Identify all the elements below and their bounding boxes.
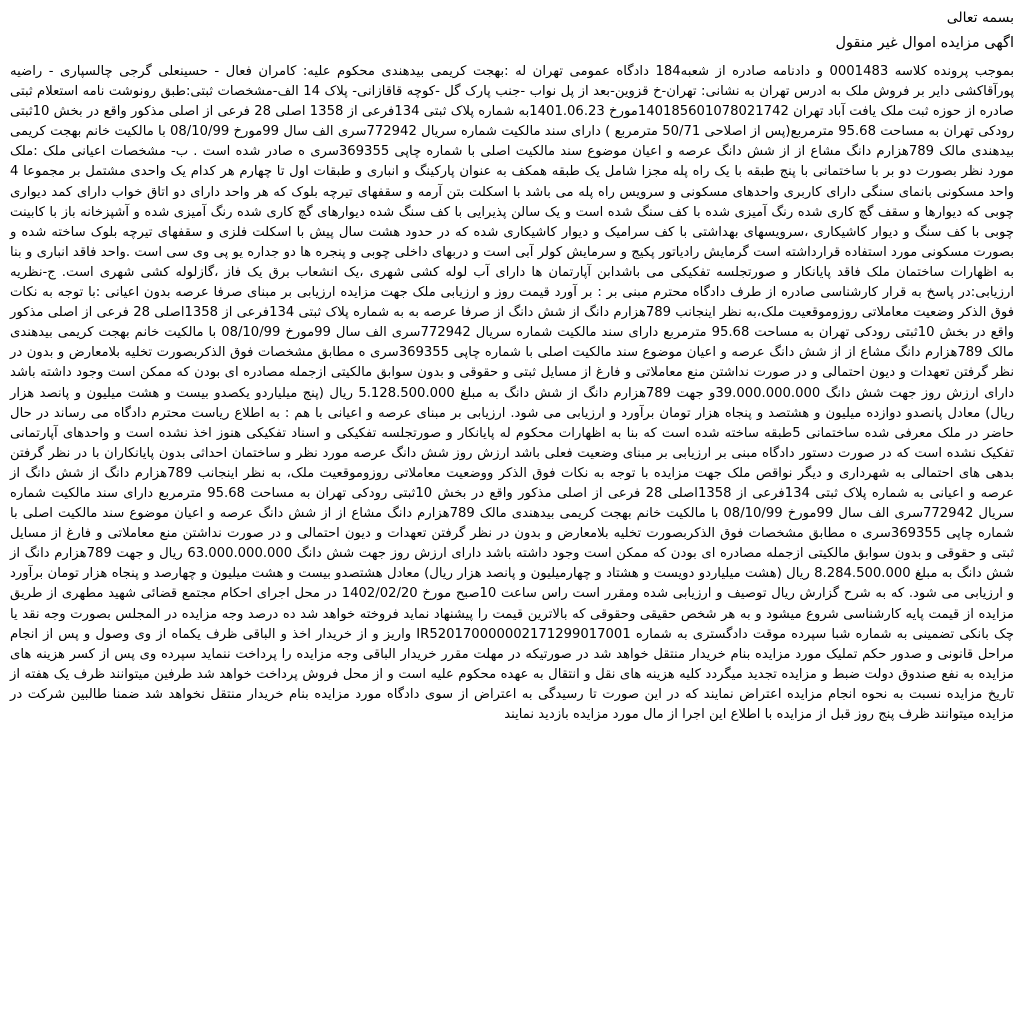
document-title: اگهی مزایده اموال غیر منقول — [835, 35, 1014, 51]
document-body: بموجب پرونده کلاسه 0001483 و دادنامه صادره از شعبه184 دادگاه عمومی تهران له :بهجت کریمی بیدهندی محکوم علیه: کامران فعال - حسینعلی گرجی چالسپاری - راضیه پورآقاکشی دایر بر فروش ملک به ادرس تهران به نشانی: تهران-خ قزوین-بعد از پل نواب -جنب پارک گل -کوچه قاقازانی- پلاک 14 الف-مشخصات ثبتی:طبق رونوشت نامه استعلام ثبتی صادره از حوزه ثبت ملک یافت آباد تهران 140185601078021742مورخ 1401.06.23به شماره پلاک ثبتی 134فرعی از 1358 اصلی 28 فرعی از اصلی مذکور واقع در بخش 10ثبتی رودکی تهران به مساحت 95.68 مترمربع(پس از اصلاحی 50/71 مترمربع ) دارای سند مالکیت شماره سریال 772942سری الف سال 99مورخ 08/10/99 با مالکیت خانم بهجت کریمی بیدهندی مالک 789هزارم دانگ مشاع از از شش دانگ عرصه و اعیان موضوع سند مالکیت اصلی با شماره چاپی 369355سری ه صادر شده است . ب- مشخصات اعیانی ملک :ملک مورد نظر بصورت دو بر با ساختمانی با پنج طبقه با یک راه پله مجزا شامل یک طبقه همکف به عنوان پارکینگ و انباری و طبقات اول تا چهارم هر کدام یک واحدی مشتمل بر مجموعا 4 واحد مسکونی بانمای سنگی دارای کاربری واحدهای مسکونی و سرویس راه پله می باشد با اسکلت بتن آرمه و سقفهای تیرچه بلوک که هر واحد دارای دو اتاق خواب دارای کمد دیواری چوبی که دیوارها و سقف گچ کاری شده رنگ آمیزی شده با کف سنگ شده است و یک سالن پذیرایی با کف سنگ شده دیوارهای گچ کاری شده رنگ آمیزی شده و آشپزخانه باز با کابینت چوبی با کف سنگ و دیوار کاشیکاری ،سرویسهای بهداشتی با کف سرامیک و دیوار کاشیکاری شده که در حدود هشت سال پیش با اسکلت فلزی و سقفهای تیرچه بلوک ساخته شده و بصورت مسکونی مورد استفاده قرارداشته است گرمایش رادیاتور پکیج و سرمایش کولر آبی است و دربهای داخلی چوبی و پنجره ها دو جداره یو پی وی سی است .واحد فاقد انباری و بنا به اظهارات ساختمان ملک فاقد پایانکار و صورتجلسه تفکیکی می باشدابن آپارتمان ها دارای آب لوله کشی شهری ،یک انشعاب برق یک فاز ،گازلوله کشی شهری است. ج-نظریه ارزیابی:در پاسخ به قرار کارشناسی صادره از طرف دادگاه محترم مبنی بر : بر آورد قیمت روز و ارزیابی ملک جهت مزایده ارزیابی بر مبنای صرفا عرصه بدون اعیانی :با توجه به نکات فوق الذکر وضعیت معاملاتی روزوموقعیت ملک،به نظر اینجانب 789هزارم دانگ از شش دانگ از صرفا عرصه به به شماره پلاک ثبتی 134فرعی از 1358اصلی 28 فرعی از اصلی مذکور واقع در بخش 10ثبتی رودکی تهران به مساحت 95.68 مترمربع دارای سند مالکیت شماره سریال 772942سری الف سال 99مورخ 08/10/99 با مالکیت خانم بهجت کریمی بیدهندی مالک 789هزارم دانگ مشاع از از شش دانگ عرصه و اعیان موضوع سند مالکیت اصلی با شماره چاپی 369355سری ه مطابق مشخصات فوق الذکربصورت تخلیه بلامعارض و بدون در نظر گرفتن تعهدات و دیون احتمالی و در صورت نداشتن منع معاملاتی و فارغ از مسایل ثبتی و حقوقی و بدون سوابق مالکیتی ازجمله مصادره ای بودن که ممکن است وجود داشته باشد دارای ارزش روز جهت شش دانگ 39.000.000.000و جهت 789هزارم دانگ از شش دانگ به مبلغ 5.128.500.000 ریال (پنج میلیاردو یکصدو بیست و هشت میلیون و پانصد هزار ریال) معادل پانصدو دوازده میلیون و هشتصد و پنجاه هزار تومان برآورد و ارزیابی می شود. ارزیابی بر مبنای عرصه و اعیانی با هم : به اطلاع ریاست محترم دادگاه می رساند در حال حاضر در ملک معرفی شده ساختمانی 5طبقه ساخته شده است که بنا به اظهارات محکوم له پایانکار و صورتجلسه تفکیکی و اسناد تفکیکی هنوز اخذ نشده است و واحدهای آپارتمانی تفکیک نشده است که در صورت دستور دادگاه مبنی بر ارزیابی بر مبنای وضعیت فعلی باشد ارزش روز شش دانگ عرصه مورد نظر و ساختمان احداثی بدون پایانکاران با در نظر گرفتن بدهی های احتمالی به شهرداری و دیگر نواقص ملک جهت مزایده با توجه به نکات فوق الذکر ووضعیت معاملاتی روزوموقعیت ملک، به نظر اینجانب 789هزارم دانگ از شش دانگ از عرصه و اعیانی به شماره پلاک ثبتی 134فرعی از 1358اصلی 28 فرعی از اصلی مذکور واقع در بخش 10ثبتی رودکی تهران به مساحت 95.68 مترمربع دارای سند مالکیت شماره سریال 772942سری الف سال 99مورخ 08/10/99 با مالکیت خانم بهجت کریمی بیدهندی مالک 789هزارم دانگ مشاع از از شش دانگ عرصه و اعیان موضوع سند مالکیت اصلی با شماره چاپی 369355سری ه مطابق مشخصات فوق الذکربصورت تخلیه بلامعارض و بدون در نظر گرفتن تعهدات و دیون احتمالی و در صورت نداشتن منع معاملاتی و فارغ از مسایل ثبتی و حقوقی و بدون سوابق مالکیتی ازجمله مصادره ای بودن که ممکن است وجود داشته باشد دارای ارزش روز جهت شش دانگ 63.000.000.000 ریال و جهت 789هزارم دانگ از شش دانگ به مبلغ 8.284.500.000 ریال (هشت میلیاردو دویست و هشتاد و چهارمیلیون و پانصد هزار ریال) معادل هشتصدو بیست و هشت میلیون و چهارصد و پنجاه هزار تومان برآورد و ارزیابی می شود. که به شرح گزارش ریال توصیف و ارزیابی شده ومقرر است راس ساعت 10صبح مورخ 1402/02/20 در محل اجرای احکام مجتمع قضائی شهید مطهری از طریق مزایده از قیمت پایه کارشناسی شروع میشود و به هر شخص حقیقی وحقوقی که بالاترین قیمت را پیشنهاد نماید فروخته خواهد شد ده درصد وجه مزایده در المجلس بصورت وجه نقد یا چک بانکی تضمینی به شماره شبا سپرده موقت دادگستری به شماره IR520170000002171299017001 واریز و از خریدار اخذ و الباقی ظرف یکماه از وی وصول و پس از انجام مراحل قانونی و صدور حکم تملیک مورد مزایده بنام خریدار منتقل خواهد شد در صورتیکه در مهلت مقرر خریدار الباقی وجه مزایده را پرداخت ننماید سپرده وی پس از کسر هزینه های مزایده به نفع صندوق دولت ضبط و مزایده تجدید میگردد کلیه هزینه های نقل و انتقال به عهده محکوم علیه است و از محل فروش پرداخت خواهد شد طرفین میتوانند ظرف یک هفته از تاریخ مزایده نسبت به نحوه انجام مزایده اعتراض نمایند که در این صورت تا رسیدگی به اعتراض از سوی دادگاه مورد مزایده بنام خریدار منتقل نخواهد شد ضمنا طالبین شرکت در مزایده میتوانند ظرف پنج روز قبل از مزایده با اطلاع این اجرا از مال مورد مزایده بازدید نمایند — [10, 64, 1015, 722]
document-heading: بسمه تعالی — [946, 10, 1014, 26]
